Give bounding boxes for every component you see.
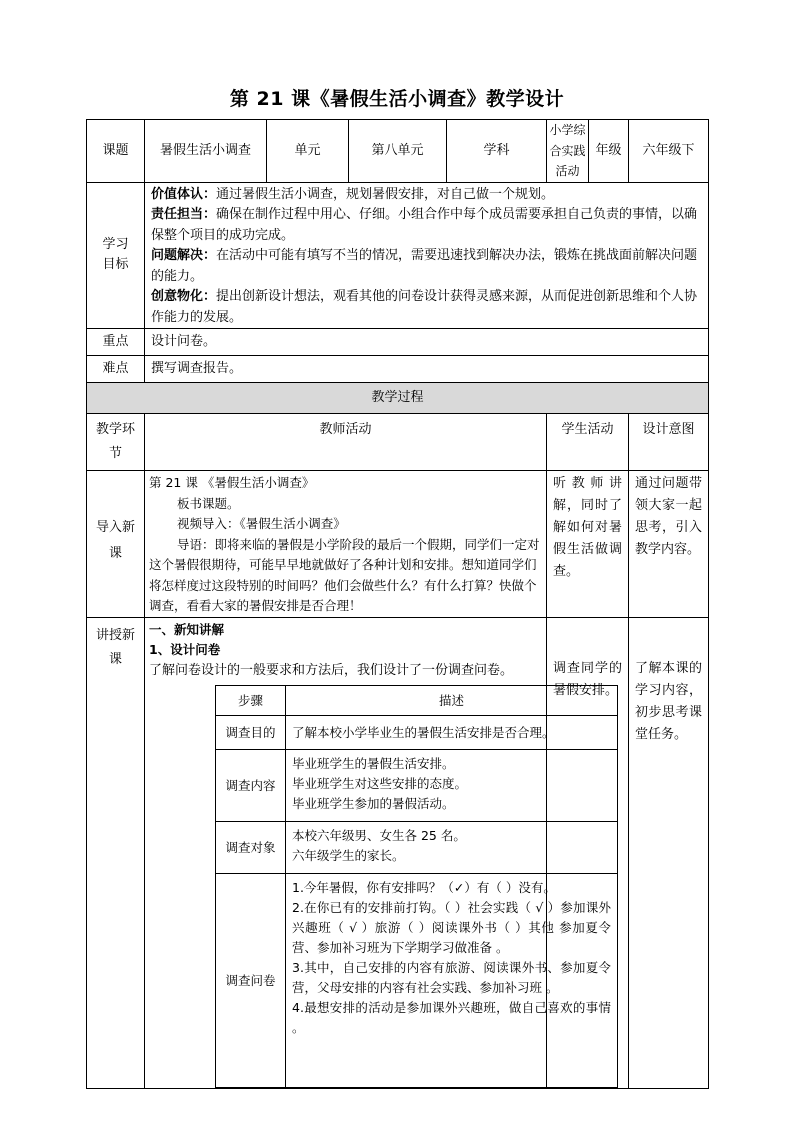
survey-col-step: 步骤: [216, 686, 286, 716]
page-title: 第 21 课《暑假生活小调查》教学设计: [229, 88, 565, 110]
col-stage: 教学环节: [87, 414, 145, 471]
unit-label: 单元: [267, 120, 349, 183]
grade-value: 六年级下: [629, 120, 709, 183]
goal-item: 创意物化：提出创新设计想法，观看其他的问卷设计获得灵感来源，从而促进创新思维和个人协作能力的发展。: [151, 289, 698, 325]
unit-value: 第八单元: [349, 120, 447, 183]
goal-item: 价值体认：通过暑假生活小调查，规划暑假安排，对自己做一个规划。: [151, 186, 555, 202]
key-point-value: 设计问卷。: [145, 329, 709, 356]
header-row: [87, 120, 709, 183]
survey-desc: 了解本校小学毕业生的暑假生活安排是否合理。: [286, 716, 618, 750]
process-header: 教学过程: [87, 383, 709, 414]
survey-desc: 毕业班学生的暑假生活安排。 毕业班学生对这些安排的态度。 毕业班学生参加的暑假活动。: [286, 750, 618, 822]
col-teacher: 教师活动: [145, 414, 547, 471]
key-point-row: [87, 329, 709, 356]
subject-value: 小学综合实践活动: [547, 120, 589, 183]
lecture-intent: 了解本课的学习内容，初步思考课堂任务。: [629, 617, 709, 1089]
difficulty-row: [87, 356, 709, 383]
intro-intent: 通过问题带领大家一起思考，引入教学内容。: [629, 471, 709, 618]
subject-label: 学科: [447, 120, 547, 183]
goals-row: [87, 182, 709, 329]
survey-step: 调查对象: [216, 822, 286, 874]
topic-value: 暑假生活小调查: [145, 120, 267, 183]
subsection-heading: 1、设计问卷: [149, 642, 221, 657]
intro-row: [87, 471, 709, 618]
topic-label: 课题: [87, 120, 145, 183]
intro-student: 听教师讲解，同时了解如何对暑假生活做调查。: [547, 471, 629, 618]
goals-content: [145, 182, 709, 329]
survey-step: 调查内容: [216, 750, 286, 822]
process-header-row: [87, 383, 709, 414]
lecture-stage: 讲授新课: [87, 617, 145, 1089]
col-student: 学生活动: [547, 414, 629, 471]
section-heading: 一、新知讲解: [149, 621, 225, 637]
intro-teacher: 第 21 课 《暑假生活小调查》 板书课题。 视频导入：《暑假生活小调查》 导语：即将来临的暑假是小学阶段的最后一个假期，同学们一定对这个暑假很期待，可能早早地就做好了各种计划和安排。想知道同学们将怎样度过这段特别的时间吗？他们会做些什么？有什么打算？快做个调查，看看大家的暑假安排是否合理！: [145, 471, 547, 618]
grade-label: 年级: [589, 120, 629, 183]
process-column-row: [87, 414, 709, 471]
survey-step: 调查目的: [216, 716, 286, 750]
survey-desc: 本校六年级男、女生各 25 名。 六年级学生的家长。: [286, 822, 618, 874]
lecture-row: [87, 617, 709, 1089]
survey-desc: 1.今年暑假，你有安排吗？（✓）有（ ）没有。 2.在你已有的安排前打钩。（ ）社会实践（ √ ）参加课外兴趣班（ √ ）旅游（ ）阅读课外书（ ）其他 参加夏令营、参加补习班为下学期学习做准备 。 3.其中，自己安排的内容有旅游、阅读课外书、参加夏令营，父母安排的内容有社会实践、参加补习班 。 4.最想安排的活动是参加课外兴趣班，做自己喜欢的事情 。: [286, 874, 618, 1088]
survey-col-desc: 描述: [286, 686, 618, 716]
lecture-student: 调查同学的暑假安排。: [547, 617, 629, 1089]
key-point-label: 重点: [87, 329, 145, 356]
col-intent: 设计意图: [629, 414, 709, 471]
goals-label: 学习目标: [87, 182, 145, 329]
intro-stage: 导入新课: [87, 471, 145, 618]
difficulty-label: 难点: [87, 356, 145, 383]
goal-item: 责任担当：确保在制作过程中用心、仔细。小组合作中每个成员需要承担自己负责的事情，以确保整个项目的成功完成。: [151, 207, 698, 243]
lesson-plan-table: [86, 119, 709, 1089]
difficulty-value: 撰写调查报告。: [145, 356, 709, 383]
lecture-lead: 了解问卷设计的一般要求和方法后，我们设计了一份调查问卷。: [149, 662, 514, 678]
survey-step: 调查问卷: [216, 874, 286, 1088]
goal-item: 问题解决：在活动中可能有填写不当的情况，需要迅速找到解决办法，锻炼在挑战面前解决问题的能力。: [151, 248, 698, 284]
